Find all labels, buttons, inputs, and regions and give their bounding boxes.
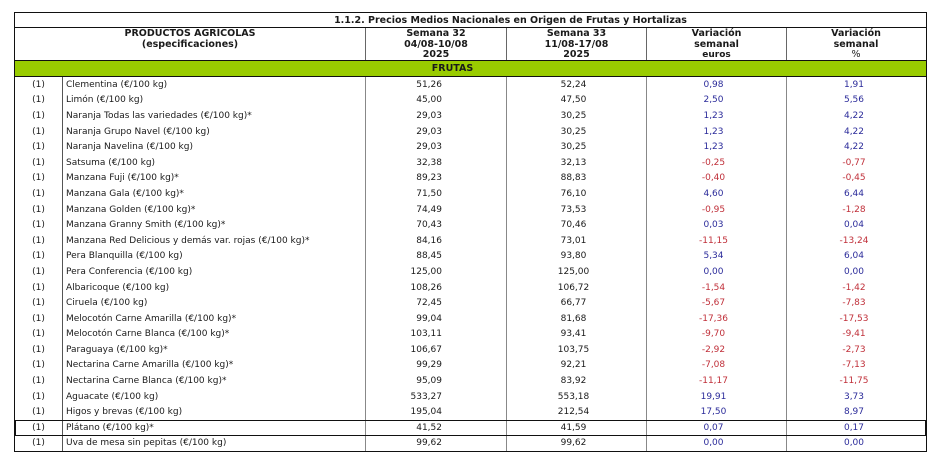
row-week32-price: 88,45 [366,249,507,265]
row-variation-percent: -1,28 [842,204,866,215]
row-variation-euros: 5,34 [647,249,787,265]
row-week32-price: 71,50 [366,186,507,202]
row-variation-percent: 6,04 [843,251,865,262]
row-week32-price: 89,23 [366,171,507,187]
table-row [15,202,926,218]
row-week33-price: 66,77 [507,295,647,311]
row-code: (1) [15,186,63,202]
table-row [15,280,926,296]
row-week32-price: 99,29 [366,358,507,374]
row-product-name: Naranja Todas las variedades (€/100 kg)* [63,108,366,124]
table-row [15,108,926,124]
row-code: (1) [15,373,63,389]
row-week32-price: 74,49 [366,202,507,218]
row-variation-euros: -5,67 [647,295,787,311]
row-variation-euros: -11,17 [647,373,787,389]
row-code: (1) [15,342,63,358]
row-code: (1) [15,171,63,187]
row-product-name: Pera Blanquilla (€/100 kg) [63,249,366,265]
row-week33-price: 81,68 [507,311,647,327]
row-variation-percent: -2,73 [842,344,866,355]
header-week32-line1: Semana 32 [406,28,466,39]
row-code: (1) [15,202,63,218]
table-row [15,404,926,420]
row-variation-euros: 2,50 [647,93,787,109]
header-products [15,28,366,60]
header-week33-line3: 2025 [563,49,590,60]
row-week32-price: 41,52 [366,420,507,436]
row-week32-price: 51,26 [366,77,507,93]
row-code: (1) [15,420,63,436]
table-row [15,373,926,389]
row-week32-price: 70,43 [366,217,507,233]
table-row [15,155,926,171]
table-title-row [14,12,927,28]
row-week33-price: 88,83 [507,171,647,187]
row-product-name: Paraguaya (€/100 kg)* [63,342,366,358]
row-product-name: Pera Conferencia (€/100 kg) [63,264,366,280]
table-row [15,420,926,436]
row-product-name: Manzana Fuji (€/100 kg)* [63,171,366,187]
header-variation-percent [787,28,925,60]
row-code: (1) [15,249,63,265]
table-body [14,77,927,452]
row-product-name: Satsuma (€/100 kg) [63,155,366,171]
row-code: (1) [15,124,63,140]
row-week32-price: 32,38 [366,155,507,171]
row-week32-price: 95,09 [366,373,507,389]
row-week33-price: 212,54 [507,404,647,420]
header-var-eur-line2: semanal [694,38,739,50]
row-product-name: Uva de mesa sin pepitas (€/100 kg) [63,436,366,452]
header-variation-euros [647,28,787,60]
row-product-name: Aguacate (€/100 kg) [63,389,366,405]
table-row [15,389,926,405]
row-week33-price: 30,25 [507,108,647,124]
row-product-name: Clementina (€/100 kg) [63,77,366,93]
row-variation-euros: 1,23 [647,108,787,124]
row-product-name: Manzana Granny Smith (€/100 kg)* [63,217,366,233]
row-week33-price: 103,75 [507,342,647,358]
row-product-name: Plátano (€/100 kg)* [63,420,366,436]
row-variation-percent: -9,41 [842,329,866,340]
row-variation-percent: -0,45 [842,173,866,184]
row-week33-price: 47,50 [507,93,647,109]
row-variation-percent: 8,97 [843,407,865,418]
table-row [15,171,926,187]
row-variation-euros: 1,23 [647,124,787,140]
row-code: (1) [15,358,63,374]
row-variation-euros: 0,00 [647,264,787,280]
price-table [14,12,927,452]
table-row [15,327,926,343]
header-var-eur-line3: euros [702,50,731,60]
row-week33-price: 70,46 [507,217,647,233]
row-product-name: Naranja Navelina (€/100 kg) [63,139,366,155]
row-variation-percent: 0,00 [843,438,865,449]
row-variation-percent: 5,56 [843,95,865,106]
row-variation-euros: -7,08 [647,358,787,374]
table-row [15,77,926,93]
row-week33-price: 93,80 [507,249,647,265]
row-code: (1) [15,233,63,249]
row-week32-price: 29,03 [366,108,507,124]
row-variation-percent: -1,42 [842,282,866,293]
row-variation-euros: 0,03 [647,217,787,233]
row-product-name: Manzana Gala (€/100 kg)* [63,186,366,202]
row-week33-price: 106,72 [507,280,647,296]
table-title: 1.1.2. Precios Medios Nacionales en Origen de Frutas y Hortalizas [334,14,687,26]
header-week32 [366,28,507,60]
row-variation-euros: -0,95 [647,202,787,218]
row-variation-percent: 4,22 [843,110,865,121]
table-row [15,217,926,233]
table-row [15,186,926,202]
row-week33-price: 73,53 [507,202,647,218]
table-row [15,311,926,327]
row-code: (1) [15,108,63,124]
row-variation-euros: 0,98 [647,77,787,93]
row-variation-euros: -17,36 [647,311,787,327]
row-variation-euros: 4,60 [647,186,787,202]
table-row [15,249,926,265]
table-row [15,124,926,140]
row-product-name: Manzana Golden (€/100 kg)* [63,202,366,218]
row-code: (1) [15,404,63,420]
row-week33-price: 76,10 [507,186,647,202]
row-week32-price: 72,45 [366,295,507,311]
row-variation-euros: -2,92 [647,342,787,358]
row-code: (1) [15,139,63,155]
section-label: FRUTAS [431,63,474,74]
row-product-name: Nectarina Carne Amarilla (€/100 kg)* [63,358,366,374]
row-variation-euros: -9,70 [647,327,787,343]
row-week32-price: 106,67 [366,342,507,358]
row-variation-percent: -0,77 [842,157,866,168]
row-week33-price: 30,25 [507,139,647,155]
row-week33-price: 83,92 [507,373,647,389]
row-week32-price: 533,27 [366,389,507,405]
row-week32-price: 45,00 [366,93,507,109]
header-week33-line1: Semana 33 [546,28,607,39]
row-variation-percent: 1,91 [843,79,865,90]
row-week33-price: 92,21 [507,358,647,374]
row-variation-percent: 6,44 [843,188,865,199]
row-variation-percent: 4,22 [843,142,865,153]
row-product-name: Higos y brevas (€/100 kg) [63,404,366,420]
row-product-name: Manzana Red Delicious y demás var. rojas (€/100 kg)* [63,233,366,249]
header-var-eur-line1: Variación [691,28,742,39]
row-variation-percent: 0,00 [843,266,865,277]
row-variation-percent: 4,22 [843,126,865,137]
row-week33-price: 52,24 [507,77,647,93]
row-variation-percent: 0,17 [843,422,865,433]
header-products-line1: PRODUCTOS AGRÍCOLAS [124,28,256,39]
row-week32-price: 125,00 [366,264,507,280]
row-week33-price: 125,00 [507,264,647,280]
table-row [15,233,926,249]
row-code: (1) [15,217,63,233]
row-variation-euros: -0,40 [647,171,787,187]
row-code: (1) [15,311,63,327]
header-var-pct-line3: % [851,49,861,60]
row-code: (1) [15,93,63,109]
row-week33-price: 73,01 [507,233,647,249]
row-code: (1) [15,264,63,280]
row-week33-price: 93,41 [507,327,647,343]
row-product-name: Limón (€/100 kg) [63,93,366,109]
row-variation-percent: -7,13 [842,360,866,371]
row-code: (1) [15,295,63,311]
row-variation-euros: -11,15 [647,233,787,249]
row-variation-euros: 19,91 [647,389,787,405]
header-products-line2: (especificaciones) [141,38,239,50]
row-variation-percent: 3,73 [843,391,865,402]
row-variation-percent: -17,53 [839,313,869,324]
row-product-name: Melocotón Carne Blanca (€/100 kg)* [63,327,366,343]
row-variation-percent: -11,75 [839,376,869,387]
row-code: (1) [15,155,63,171]
row-week32-price: 99,62 [366,436,507,452]
row-week32-price: 84,16 [366,233,507,249]
row-week33-price: 41,59 [507,420,647,436]
section-band-frutas [14,61,927,77]
row-code: (1) [15,436,63,452]
row-product-name: Ciruela (€/100 kg) [63,295,366,311]
row-product-name: Albaricoque (€/100 kg) [63,280,366,296]
header-week33 [507,28,647,60]
table-row [15,358,926,374]
table-row [15,93,926,109]
table-row [15,264,926,280]
table-header [14,28,927,61]
row-variation-euros: 0,00 [647,436,787,452]
row-variation-euros: 17,50 [647,404,787,420]
row-week32-price: 195,04 [366,404,507,420]
header-week32-line3: 2025 [422,49,450,60]
header-week33-line2: 11/08-17/08 [544,38,609,50]
row-variation-euros: -1,54 [647,280,787,296]
row-week33-price: 553,18 [507,389,647,405]
row-week33-price: 32,13 [507,155,647,171]
header-var-pct-line1: Variación [831,28,881,39]
row-variation-euros: 0,07 [647,420,787,436]
row-variation-euros: -0,25 [647,155,787,171]
row-week32-price: 29,03 [366,139,507,155]
row-product-name: Melocotón Carne Amarilla (€/100 kg)* [63,311,366,327]
row-variation-percent: 0,04 [843,220,865,231]
row-week33-price: 30,25 [507,124,647,140]
row-variation-percent: -13,24 [839,235,869,246]
row-variation-euros: 1,23 [647,139,787,155]
row-code: (1) [15,77,63,93]
table-row [15,295,926,311]
row-week33-price: 99,62 [507,436,647,452]
row-variation-percent: -7,83 [842,298,866,309]
table-row [15,139,926,155]
row-week32-price: 108,26 [366,280,507,296]
row-code: (1) [15,389,63,405]
row-code: (1) [15,280,63,296]
header-week32-line2: 04/08-10/08 [404,38,468,50]
row-week32-price: 103,11 [366,327,507,343]
table-row [15,342,926,358]
row-code: (1) [15,327,63,343]
row-product-name: Nectarina Carne Blanca (€/100 kg)* [63,373,366,389]
table-row [15,436,926,452]
row-week32-price: 29,03 [366,124,507,140]
row-product-name: Naranja Grupo Navel (€/100 kg) [63,124,366,140]
row-week32-price: 99,04 [366,311,507,327]
header-var-pct-line2: semanal [833,38,879,50]
